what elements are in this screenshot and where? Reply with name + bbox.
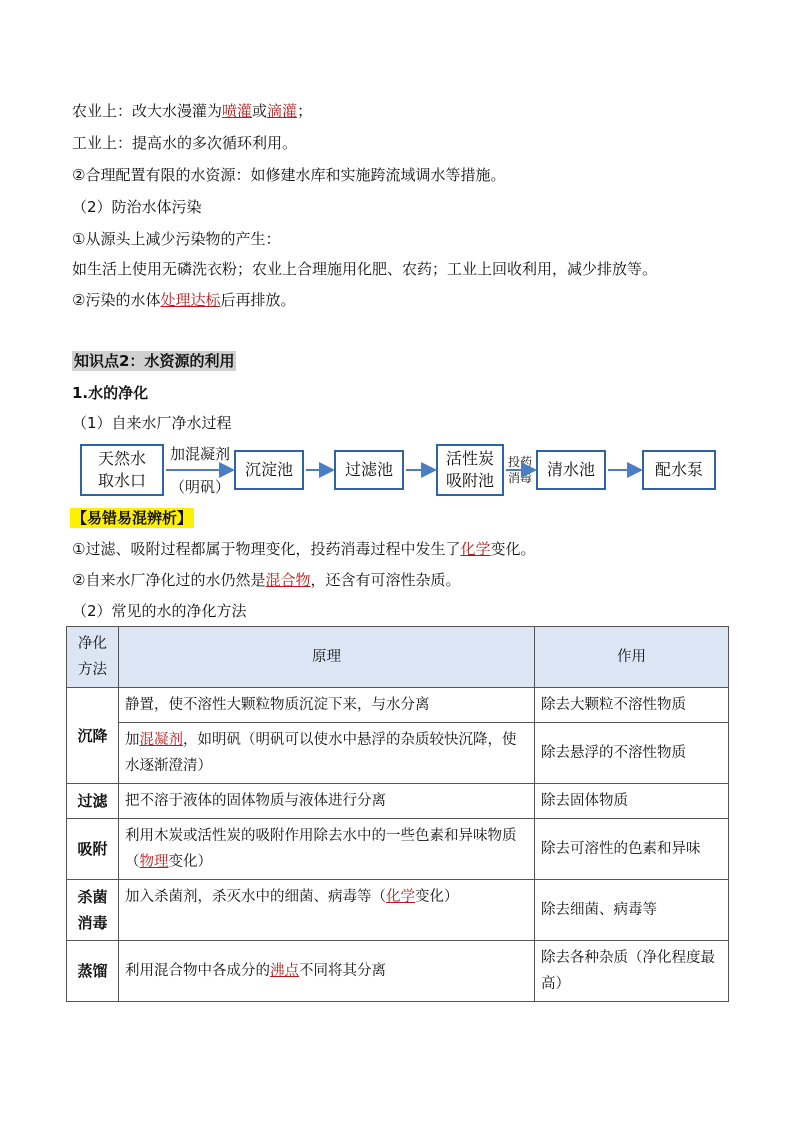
flow-box-distribution-pump: 配水泵 [642, 450, 716, 490]
principle-settle-b-prefix: 加 [125, 732, 140, 748]
table-row [67, 819, 729, 880]
treat-suffix: 后再排放。 [220, 291, 296, 309]
flow-label-disinfect-line1: 投药 [507, 455, 532, 469]
principle-disinfect-suffix: 变化） [415, 889, 459, 905]
method-disinfect-line1: 杀菌 [77, 888, 108, 906]
note-1-suffix: 变化。 [490, 540, 536, 558]
principle-adsorb-prefix: 利用木炭或活性炭的吸附作用除去水中的一些色素和异味物质（ [125, 828, 517, 870]
treat-line [72, 290, 295, 310]
note-1 [72, 539, 535, 559]
effect-filter: 除去固体物质 [535, 784, 729, 819]
or-text: 或 [252, 102, 268, 120]
header-principle: 原理 [119, 627, 535, 688]
note-2-mixture-term: 混合物 [265, 571, 311, 589]
flow-box-carbon-line2: 吸附池 [445, 471, 494, 490]
prevent-title: （2）防治水体污染 [72, 198, 202, 216]
purification-methods-table [66, 626, 729, 1002]
boiling-point-term: 沸点 [270, 963, 299, 979]
principle-distill-suffix: 不同将其分离 [299, 963, 386, 979]
note-1-chemical-term: 化学 [460, 540, 491, 558]
agri-text: 农业上：改大水漫灌为 [72, 102, 223, 120]
header-method-line1: 净化 [78, 636, 107, 652]
method-adsorb: 吸附 [67, 819, 119, 880]
principle-settle-b [119, 723, 535, 784]
semicolon: ； [297, 102, 313, 120]
table-row [67, 784, 729, 819]
flow-label-disinfect-line2: 消毒 [507, 471, 532, 485]
source-reduce-line: ①从源头上减少污染物的产生： [72, 230, 281, 248]
flow-box-carbon-line1: 活性炭 [445, 449, 494, 468]
principle-adsorb [119, 819, 535, 880]
principle-distill [119, 941, 535, 1002]
principle-settle-b-suffix: ，如明矾（明矾可以使水中悬浮的杂质较快沉降，使水逐渐澄清） [125, 732, 517, 774]
method-filter: 过滤 [67, 784, 119, 819]
effect-adsorb: 除去可溶性的色素和异味 [535, 819, 729, 880]
industry-line: 工业上：提高水的多次循环利用。 [72, 134, 298, 152]
spray-irrigation-term: 喷灌 [222, 102, 253, 120]
subsection-2-title: （2）常见的水的净化方法 [72, 602, 247, 620]
knowledge-point-heading [72, 351, 236, 371]
flow-box-intake-line2: 取水口 [97, 471, 146, 490]
note-2-suffix: ，还含有可溶性杂质。 [310, 571, 461, 589]
flow-box-clear-water: 清水池 [536, 450, 606, 490]
principle-distill-prefix: 利用混合物中各成分的 [125, 963, 270, 979]
drip-irrigation-term: 滴灌 [267, 102, 298, 120]
method-distill: 蒸馏 [67, 941, 119, 1002]
method-disinfect-line2: 消毒 [77, 914, 108, 932]
treat-standard-term: 处理达标 [160, 291, 221, 309]
physical-term: 物理 [139, 854, 169, 870]
table-row [67, 723, 729, 784]
method-settle: 沉降 [67, 688, 119, 784]
method-disinfect [67, 880, 119, 941]
subsection-1-title: （1）自来水厂净水过程 [72, 414, 232, 432]
table-row [67, 880, 729, 941]
agri-line [72, 101, 312, 121]
principle-disinfect [119, 880, 535, 941]
effect-settle-a: 除去大颗粒不溶性物质 [535, 688, 729, 723]
flow-box-sedimentation: 沉淀池 [234, 450, 304, 490]
table-row [67, 688, 729, 723]
header-method [67, 627, 119, 688]
principle-adsorb-suffix: 变化） [168, 854, 212, 870]
section-title: 1.水的净化 [72, 384, 149, 402]
flow-label-coagulant-line1: 加混凝剂 [169, 445, 230, 463]
note-2-prefix: ②自来水厂净化过的水仍然是 [72, 571, 266, 589]
note-2 [72, 570, 460, 590]
treat-prefix: ②污染的水体 [72, 291, 161, 309]
error-tag: 【易错易混辨析】 [72, 509, 193, 527]
principle-disinfect-prefix: 加入杀菌剂，杀灭水中的细菌、病毒等（ [125, 889, 386, 905]
flow-label-coagulant-line2: （明矾） [169, 478, 230, 496]
coagulant-term: 混凝剂 [139, 732, 183, 748]
header-effect: 作用 [535, 627, 729, 688]
principle-filter: 把不溶于液体的固体物质与液体进行分离 [119, 784, 535, 819]
effect-disinfect: 除去细菌、病毒等 [535, 880, 729, 941]
note-1-prefix: ①过滤、吸附过程都属于物理变化，投药消毒过程中发生了 [72, 540, 461, 558]
error-tag-line [70, 508, 194, 528]
flow-box-intake-line1: 天然水 [97, 449, 146, 468]
source-examples-line: 如生活上使用无磷洗衣粉；农业上合理施用化肥、农药；工业上回收利用，减少排放等。 [72, 260, 658, 278]
header-method-line2: 方法 [78, 662, 107, 678]
allocate-line: ②合理配置有限的水资源：如修建水库和实施跨流域调水等措施。 [72, 166, 506, 184]
effect-settle-b: 除去悬浮的不溶性物质 [535, 723, 729, 784]
chemical-term: 化学 [386, 889, 415, 905]
flow-box-filtration: 过滤池 [334, 450, 404, 490]
knowledge-point-label: 知识点2：水资源的利用 [74, 352, 235, 370]
principle-settle-a: 静置，使不溶性大颗粒物质沉淀下来，与水分离 [119, 688, 535, 723]
table-header-row [67, 627, 729, 688]
effect-distill: 除去各种杂质（净化程度最高） [535, 941, 729, 1002]
table-row [67, 941, 729, 1002]
